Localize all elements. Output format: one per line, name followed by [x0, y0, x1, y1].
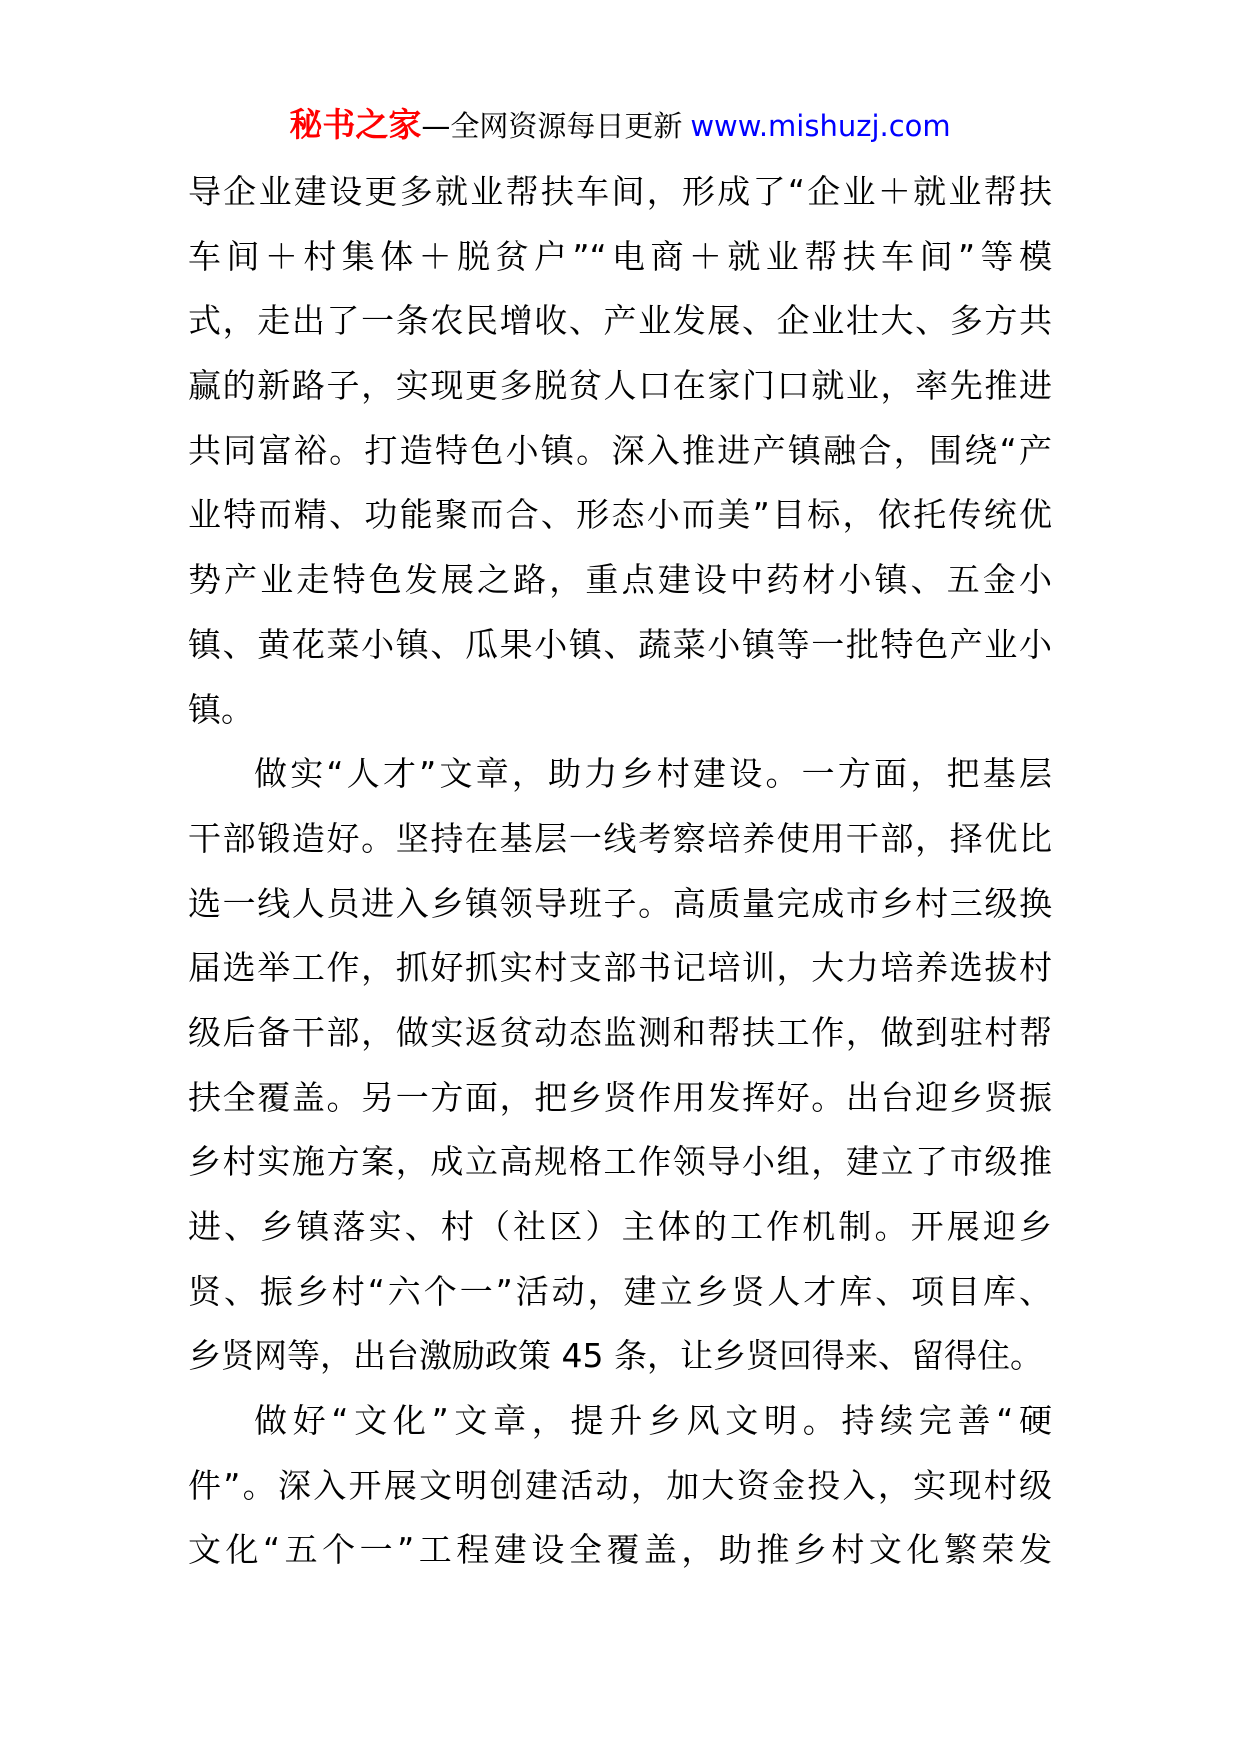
paragraph-line: 赢的新路子，实现更多脱贫人口在家门口就业，率先推进	[188, 366, 1052, 406]
paragraph-line: 干部锻造好。坚持在基层一线考察培养使用干部，择优比	[188, 818, 1052, 858]
paragraph-line: 业特而精、功能聚而合、形态小而美”目标，依托传统优	[188, 495, 1052, 535]
site-url: www.mishuzj.com	[690, 109, 951, 143]
paragraph-line: 势产业走特色发展之路，重点建设中药材小镇、五金小	[188, 560, 1052, 600]
paragraph-line: 选一线人员进入乡镇领导班子。高质量完成市乡村三级换	[188, 883, 1052, 923]
site-tagline: —全网资源每日更新	[421, 109, 683, 143]
paragraph-line: 级后备干部，做实返贫动态监测和帮扶工作，做到驻村帮	[188, 1012, 1052, 1052]
paragraph-line: 车间＋村集体＋脱贫户”“电商＋就业帮扶车间”等模	[188, 236, 1052, 276]
document-body	[188, 160, 1052, 1583]
paragraph-line: 届选举工作，抓好抓实村支部书记培训，大力培养选拔村	[188, 948, 1052, 988]
paragraph-line: 式，走出了一条农民增收、产业发展、企业壮大、多方共	[188, 301, 1052, 341]
paragraph-line: 文化“五个一”工程建设全覆盖，助推乡村文化繁荣发	[188, 1530, 1052, 1570]
paragraph-line: 乡村实施方案，成立高规格工作领导小组，建立了市级推	[188, 1142, 1052, 1182]
paragraph-line: 做好“文化”文章，提升乡风文明。持续完善“硬	[254, 1401, 1052, 1441]
paragraph-line: 共同富裕。打造特色小镇。深入推进产镇融合，围绕“产	[188, 430, 1052, 470]
paragraph-line: 扶全覆盖。另一方面，把乡贤作用发挥好。出台迎乡贤振	[188, 1077, 1052, 1117]
paragraph	[188, 160, 1052, 742]
paragraph-line: 贤、振乡村“六个一”活动，建立乡贤人才库、项目库、	[188, 1271, 1052, 1311]
page-header	[0, 100, 1240, 150]
paragraph-line: 进、乡镇落实、村（社区）主体的工作机制。开展迎乡	[188, 1207, 1052, 1246]
paragraph	[188, 742, 1052, 1389]
paragraph	[188, 1389, 1052, 1583]
paragraph-line: 镇。	[188, 689, 254, 729]
paragraph-line: 导企业建设更多就业帮扶车间，形成了“企业＋就业帮扶	[188, 172, 1052, 211]
paragraph-line: 做实“人才”文章，助力乡村建设。一方面，把基层	[254, 754, 1052, 794]
site-name: 秘书之家	[289, 105, 422, 144]
paragraph-line: 件”。深入开展文明创建活动，加大资金投入，实现村级	[188, 1465, 1052, 1505]
paragraph-line: 乡贤网等，出台激励政策 45 条，让乡贤回得来、留得住。	[188, 1336, 1043, 1376]
paragraph-line: 镇、黄花菜小镇、瓜果小镇、蔬菜小镇等一批特色产业小	[188, 624, 1052, 664]
